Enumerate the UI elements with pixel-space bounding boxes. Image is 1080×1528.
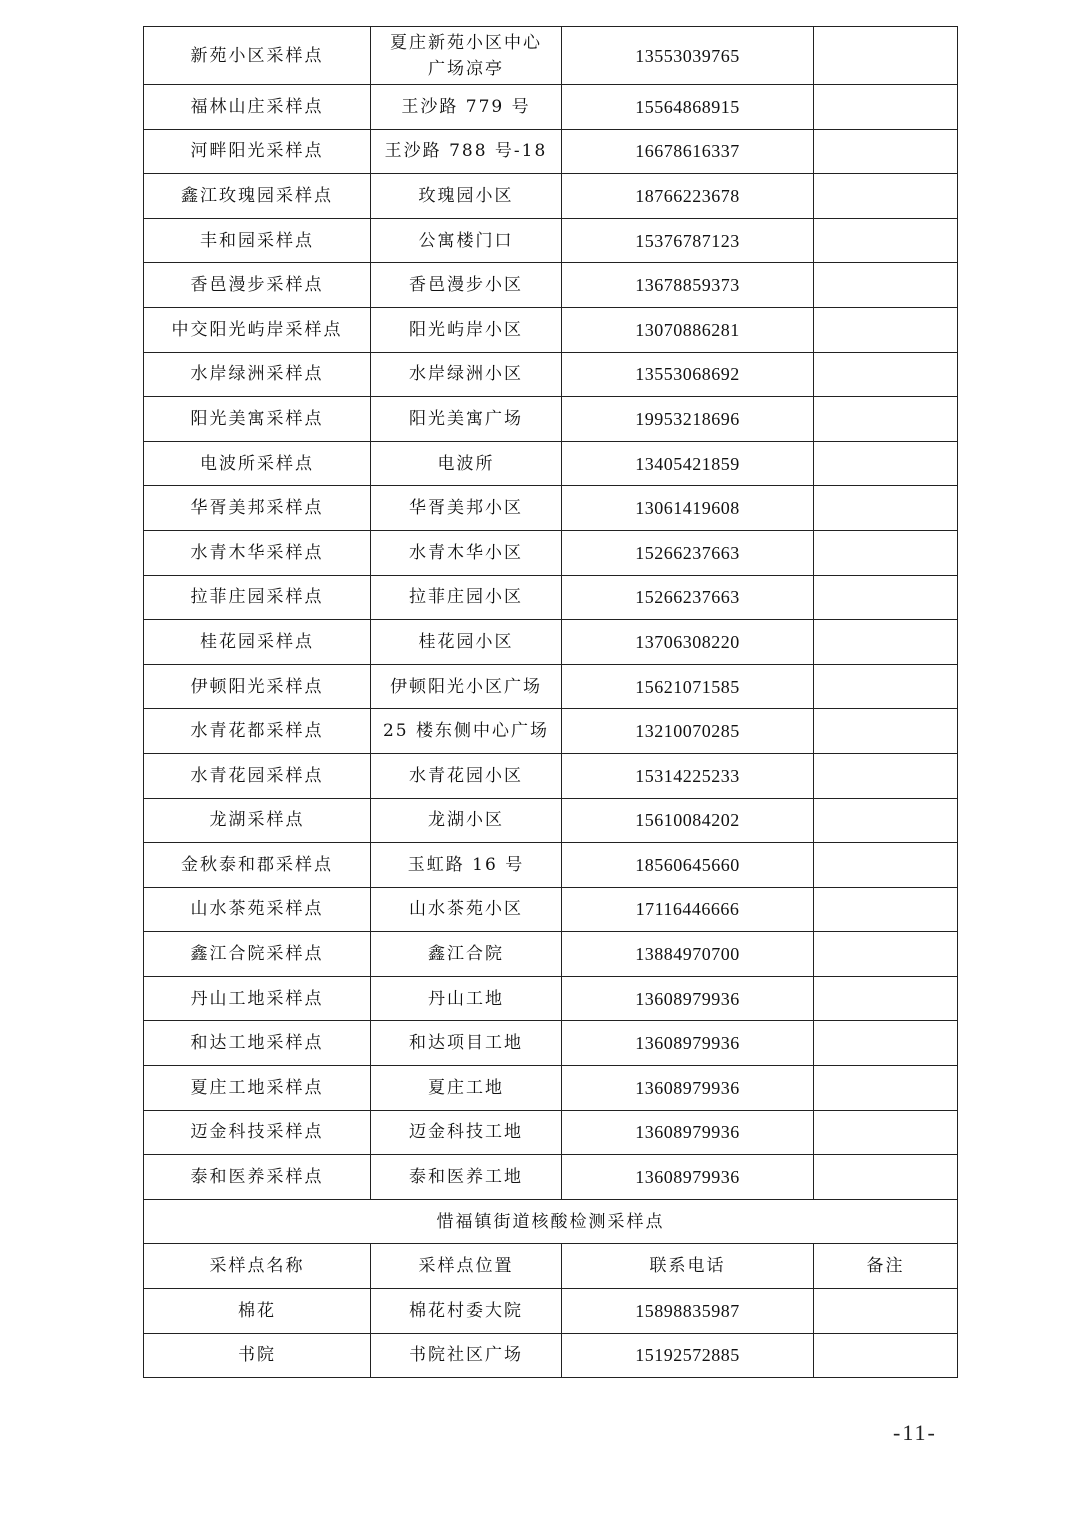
cell-phone: 13706308220 <box>562 620 814 665</box>
cell-note <box>814 307 958 352</box>
cell-location: 水青花园小区 <box>371 753 562 798</box>
table-row <box>144 843 958 888</box>
cell-note <box>814 843 958 888</box>
cell-note <box>814 218 958 263</box>
cell-phone: 15898835987 <box>562 1289 814 1334</box>
table-row <box>144 352 958 397</box>
table-row <box>144 397 958 442</box>
table-row <box>144 1155 958 1200</box>
cell-name: 新苑小区采样点 <box>144 27 371 85</box>
cell-note <box>814 486 958 531</box>
cell-location: 丹山工地 <box>371 976 562 1021</box>
cell-note <box>814 709 958 754</box>
cell-phone: 13553039765 <box>562 27 814 85</box>
cell-phone: 13608979936 <box>562 1066 814 1111</box>
table-section-header <box>144 1199 958 1288</box>
table-row <box>144 753 958 798</box>
cell-note <box>814 530 958 575</box>
table-row <box>144 1021 958 1066</box>
cell-name: 福林山庄采样点 <box>144 85 371 130</box>
table-row <box>144 620 958 665</box>
cell-location: 鑫江合院 <box>371 932 562 977</box>
cell-note <box>814 174 958 219</box>
cell-name: 华胥美邦采样点 <box>144 486 371 531</box>
table-row <box>144 85 958 130</box>
cell-location: 龙湖小区 <box>371 798 562 843</box>
cell-name: 水岸绿洲采样点 <box>144 352 371 397</box>
cell-note <box>814 664 958 709</box>
cell-note <box>814 441 958 486</box>
cell-location: 伊顿阳光小区广场 <box>371 664 562 709</box>
table-body-top <box>144 27 958 1200</box>
cell-phone: 13608979936 <box>562 976 814 1021</box>
header-name: 采样点名称 <box>144 1244 371 1289</box>
page-number: -11- <box>893 1420 937 1445</box>
cell-location: 水青木华小区 <box>371 530 562 575</box>
cell-note <box>814 976 958 1021</box>
cell-phone: 18560645660 <box>562 843 814 888</box>
cell-name: 伊顿阳光采样点 <box>144 664 371 709</box>
header-location: 采样点位置 <box>371 1244 562 1289</box>
cell-name: 山水茶苑采样点 <box>144 887 371 932</box>
cell-phone: 13553068692 <box>562 352 814 397</box>
cell-location: 夏庄新苑小区中心广场凉亭 <box>371 27 562 85</box>
cell-name: 桂花园采样点 <box>144 620 371 665</box>
cell-note <box>814 932 958 977</box>
column-header-row <box>144 1244 958 1289</box>
cell-note <box>814 1021 958 1066</box>
cell-name: 和达工地采样点 <box>144 1021 371 1066</box>
cell-name: 水青木华采样点 <box>144 530 371 575</box>
cell-location: 水岸绿洲小区 <box>371 352 562 397</box>
cell-name: 香邑漫步采样点 <box>144 263 371 308</box>
section-title-row <box>144 1199 958 1244</box>
cell-note <box>814 575 958 620</box>
table-row <box>144 441 958 486</box>
cell-note <box>814 263 958 308</box>
cell-note <box>814 1333 958 1378</box>
cell-location: 王沙路 779 号 <box>371 85 562 130</box>
cell-phone: 15610084202 <box>562 798 814 843</box>
table-row <box>144 218 958 263</box>
header-note: 备注 <box>814 1244 958 1289</box>
cell-location: 和达项目工地 <box>371 1021 562 1066</box>
cell-note <box>814 397 958 442</box>
cell-phone: 15376787123 <box>562 218 814 263</box>
cell-note <box>814 1066 958 1111</box>
cell-note <box>814 352 958 397</box>
table-row <box>144 1333 958 1378</box>
cell-phone: 18766223678 <box>562 174 814 219</box>
sampling-points-table <box>143 26 958 1378</box>
cell-location: 电波所 <box>371 441 562 486</box>
cell-name: 棉花 <box>144 1289 371 1334</box>
table-row <box>144 709 958 754</box>
cell-location: 25 楼东侧中心广场 <box>371 709 562 754</box>
cell-note <box>814 1155 958 1200</box>
table-row <box>144 1066 958 1111</box>
cell-name: 书院 <box>144 1333 371 1378</box>
cell-name: 鑫江玫瑰园采样点 <box>144 174 371 219</box>
cell-name: 金秋泰和郡采样点 <box>144 843 371 888</box>
cell-phone: 15314225233 <box>562 753 814 798</box>
cell-phone: 13608979936 <box>562 1021 814 1066</box>
cell-phone: 15564868915 <box>562 85 814 130</box>
table-body-bottom <box>144 1289 958 1378</box>
cell-location: 棉花村委大院 <box>371 1289 562 1334</box>
table-row <box>144 664 958 709</box>
table-row <box>144 932 958 977</box>
cell-name: 夏庄工地采样点 <box>144 1066 371 1111</box>
cell-location: 迈金科技工地 <box>371 1110 562 1155</box>
table-row <box>144 887 958 932</box>
cell-phone: 13210070285 <box>562 709 814 754</box>
cell-phone: 13061419608 <box>562 486 814 531</box>
table-row <box>144 307 958 352</box>
table-row <box>144 263 958 308</box>
cell-phone: 13405421859 <box>562 441 814 486</box>
cell-location: 山水茶苑小区 <box>371 887 562 932</box>
cell-note <box>814 129 958 174</box>
cell-name: 丹山工地采样点 <box>144 976 371 1021</box>
cell-location: 阳光屿岸小区 <box>371 307 562 352</box>
header-phone: 联系电话 <box>562 1244 814 1289</box>
cell-location: 夏庄工地 <box>371 1066 562 1111</box>
cell-name: 电波所采样点 <box>144 441 371 486</box>
cell-phone: 13070886281 <box>562 307 814 352</box>
cell-location: 泰和医养工地 <box>371 1155 562 1200</box>
table-row <box>144 1289 958 1334</box>
table-row <box>144 976 958 1021</box>
cell-name: 泰和医养采样点 <box>144 1155 371 1200</box>
cell-phone: 16678616337 <box>562 129 814 174</box>
cell-location: 书院社区广场 <box>371 1333 562 1378</box>
table-row <box>144 1110 958 1155</box>
cell-location: 阳光美寓广场 <box>371 397 562 442</box>
cell-location: 玉虹路 16 号 <box>371 843 562 888</box>
cell-location: 公寓楼门口 <box>371 218 562 263</box>
cell-name: 阳光美寓采样点 <box>144 397 371 442</box>
cell-location: 香邑漫步小区 <box>371 263 562 308</box>
cell-note <box>814 1110 958 1155</box>
cell-note <box>814 620 958 665</box>
cell-note <box>814 753 958 798</box>
cell-name: 拉菲庄园采样点 <box>144 575 371 620</box>
cell-name: 水青花都采样点 <box>144 709 371 754</box>
table-row <box>144 530 958 575</box>
cell-name: 迈金科技采样点 <box>144 1110 371 1155</box>
cell-name: 中交阳光屿岸采样点 <box>144 307 371 352</box>
table-row <box>144 486 958 531</box>
cell-note <box>814 27 958 85</box>
cell-phone: 19953218696 <box>562 397 814 442</box>
table-row <box>144 129 958 174</box>
table-row <box>144 575 958 620</box>
section-title: 惜福镇街道核酸检测采样点 <box>144 1199 958 1244</box>
cell-phone: 15266237663 <box>562 575 814 620</box>
table-row <box>144 798 958 843</box>
cell-name: 丰和园采样点 <box>144 218 371 263</box>
cell-phone: 13608979936 <box>562 1155 814 1200</box>
cell-phone: 17116446666 <box>562 887 814 932</box>
cell-phone: 15266237663 <box>562 530 814 575</box>
cell-location: 王沙路 788 号-18 <box>371 129 562 174</box>
cell-name: 龙湖采样点 <box>144 798 371 843</box>
cell-location: 华胥美邦小区 <box>371 486 562 531</box>
cell-name: 河畔阳光采样点 <box>144 129 371 174</box>
cell-phone: 15192572885 <box>562 1333 814 1378</box>
cell-location: 拉菲庄园小区 <box>371 575 562 620</box>
cell-name: 鑫江合院采样点 <box>144 932 371 977</box>
cell-phone: 13884970700 <box>562 932 814 977</box>
cell-note <box>814 85 958 130</box>
cell-phone: 13608979936 <box>562 1110 814 1155</box>
cell-note <box>814 798 958 843</box>
cell-phone: 15621071585 <box>562 664 814 709</box>
cell-phone: 13678859373 <box>562 263 814 308</box>
table-row <box>144 27 958 85</box>
cell-location: 玫瑰园小区 <box>371 174 562 219</box>
table-row <box>144 174 958 219</box>
cell-name: 水青花园采样点 <box>144 753 371 798</box>
cell-note <box>814 887 958 932</box>
cell-location: 桂花园小区 <box>371 620 562 665</box>
cell-note <box>814 1289 958 1334</box>
